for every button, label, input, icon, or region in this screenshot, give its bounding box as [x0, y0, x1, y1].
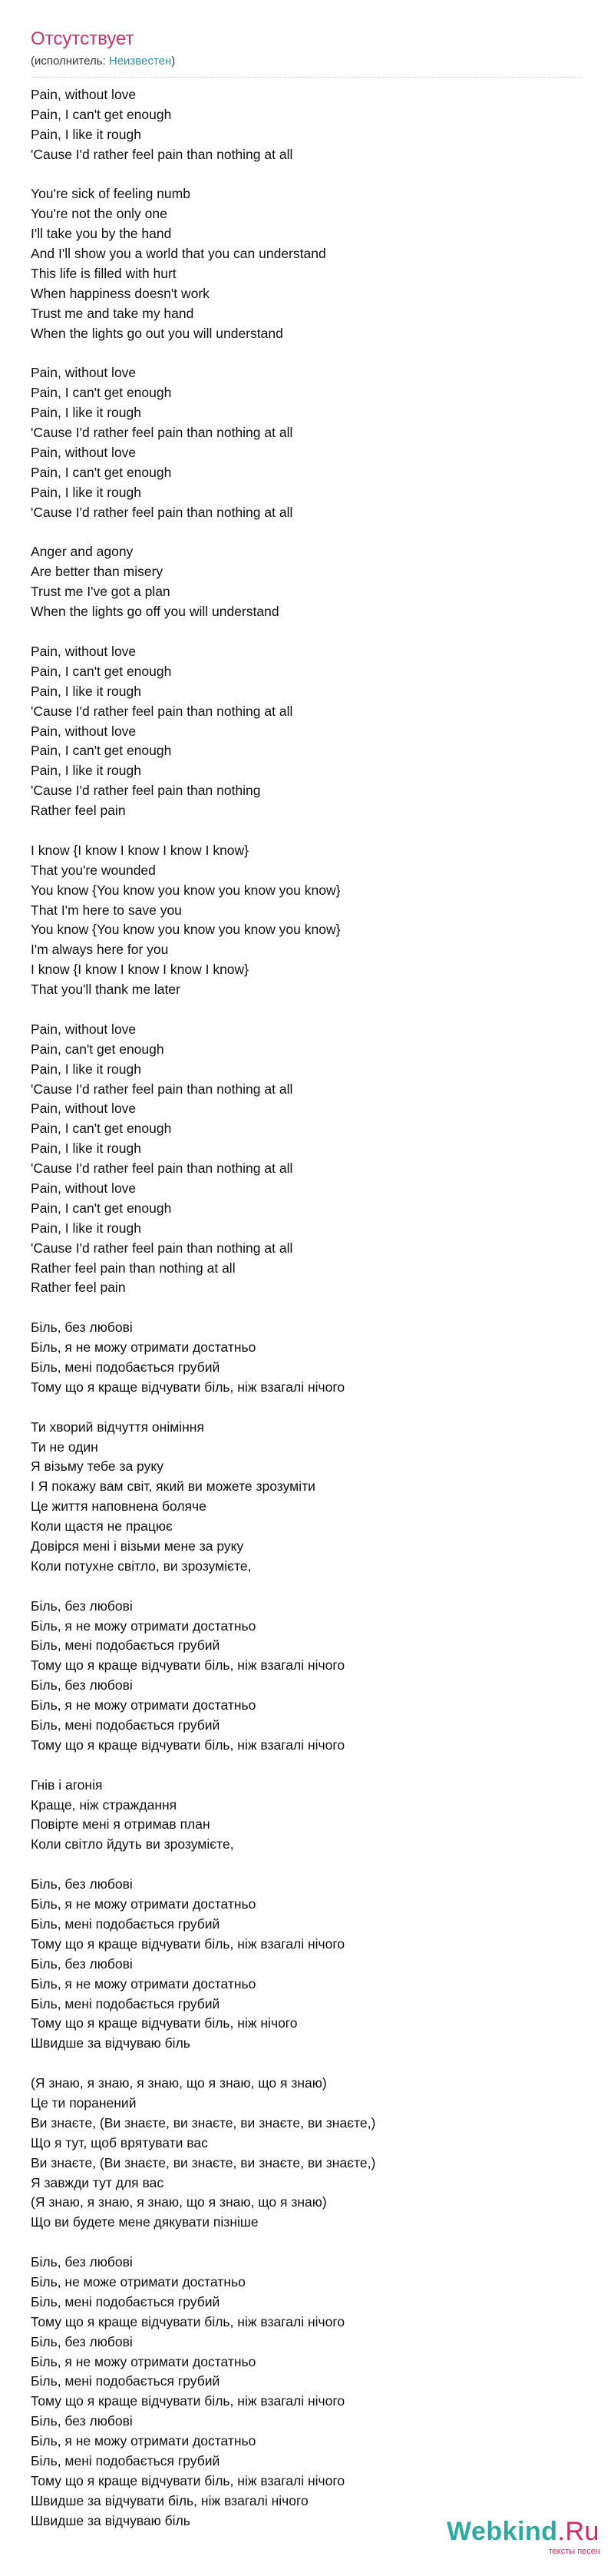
lyric-line: Trust me I've got a plan: [31, 584, 170, 600]
lyric-line: Біль, я не можу отримати достатньо: [31, 1339, 256, 1356]
lyric-line: That I'm here to save you: [31, 902, 182, 918]
lyric-line: Біль, я не можу отримати достатньо: [31, 1697, 256, 1713]
lyric-line: You know {You know you know you know you know}: [31, 882, 341, 898]
lyric-line: Біль, без любові: [31, 1598, 133, 1614]
lyric-line: I know {I know I know I know I know}: [31, 842, 249, 858]
stanza-gap: [31, 2054, 583, 2074]
lyric-line: (Я знаю, я знаю, я знаю, що я знаю, що я знаю): [31, 2075, 327, 2091]
lyric-line: Повірте мені я отримав план: [31, 1816, 210, 1833]
lyric-line: And I'll show you a world that you can understand: [31, 246, 326, 262]
lyric-line: Pain, I can't get enough: [31, 1121, 172, 1137]
lyric-line: Ти хворий відчуття оніміння: [31, 1419, 204, 1435]
lyric-line: Тому що я краще відчувати біль, ніж взагалі нічого: [31, 2472, 345, 2488]
lyric-line: Pain, I can't get enough: [31, 663, 172, 679]
stanza-gap: [31, 1298, 583, 1318]
logo-brand: Webkind: [447, 2517, 558, 2546]
lyric-line: Ти не один: [31, 1439, 98, 1455]
lyric-line: Pain, I can't get enough: [31, 106, 172, 122]
lyric-line: Швидше за відчувати біль, ніж взагалі нічого: [31, 2492, 309, 2508]
stanza-gap: [31, 165, 583, 185]
lyrics-text: [31, 85, 583, 2531]
lyric-line: Біль, мені подобається грубий: [31, 2373, 220, 2389]
lyric-line: Біль, я не можу отримати достатньо: [31, 1975, 256, 1992]
lyric-line: Ви знаєте, (Ви знаєте, ви знаєте, ви знаєте, ви знаєте,): [31, 2154, 376, 2170]
lyric-line: Гнів і агонія: [31, 1776, 103, 1793]
lyric-line: Rather feel pain than nothing at all: [31, 1260, 236, 1276]
lyric-line: Pain, without love: [31, 1021, 137, 1037]
lyric-line: Коли потухне світло, ви зрозумієте,: [31, 1558, 252, 1574]
lyric-line: Are better than misery: [31, 564, 163, 580]
lyric-line: Біль, без любові: [31, 1677, 133, 1694]
lyric-line: I'm always here for you: [31, 942, 169, 958]
lyric-line: Pain, I can't get enough: [31, 464, 172, 480]
lyric-line: Біль, я не можу отримати достатньо: [31, 1617, 256, 1634]
stanza-gap: [31, 1577, 583, 1597]
lyric-line: Pain, without love: [31, 723, 137, 739]
lyric-line: Тому що я краще відчувати біль, ніж нічого: [31, 2015, 298, 2031]
lyric-line: I'll take you by the hand: [31, 226, 172, 242]
lyric-line: Тому що я краще відчувати біль, ніж взагалі нічого: [31, 1737, 345, 1753]
lyric-line: Rather feel pain: [31, 1280, 126, 1296]
lyric-line: Тому що я краще відчувати біль, ніж взагалі нічого: [31, 1935, 345, 1952]
lyric-line: Це життя наповнена боляче: [31, 1498, 206, 1515]
lyric-line: Pain, without love: [31, 365, 137, 381]
lyric-line: Біль, мені подобається грубий: [31, 1637, 220, 1654]
lyric-line: Біль, без любові: [31, 2413, 133, 2429]
lyric-line: Біль, без любові: [31, 2333, 133, 2349]
lyric-line: (Я знаю, я знаю, я знаю, що я знаю, що я знаю): [31, 2194, 327, 2210]
lyric-line: You're not the only one: [31, 206, 167, 222]
lyric-line: 'Cause I'd rather feel pain than nothing at all: [31, 1240, 293, 1256]
lyric-line: 'Cause I'd rather feel pain than nothing at all: [31, 1161, 293, 1177]
lyric-line: Біль, мені подобається грубий: [31, 1915, 220, 1932]
lyric-line: Тому що я краще відчувати біль, ніж взагалі нічого: [31, 1379, 345, 1395]
logo-wordmark: [447, 2516, 608, 2547]
lyric-line: Pain, without love: [31, 87, 137, 102]
stanza-gap: [31, 622, 583, 642]
stanza-gap: [31, 344, 583, 364]
artist-info: [31, 54, 583, 78]
lyric-line: Pain, I like it rough: [31, 1061, 141, 1077]
stanza-gap: [31, 2233, 583, 2253]
lyric-line: When the lights go off you will understand: [31, 604, 279, 620]
lyric-line: Pain, without love: [31, 445, 137, 461]
lyric-line: Біль, я не можу отримати достатньо: [31, 1896, 256, 1912]
logo-tagline: тексты песен: [548, 2547, 600, 2556]
lyric-line: Ви знаєте, (Ви знаєте, ви знаєте, ви знаєте, ви знаєте,): [31, 2114, 376, 2131]
lyric-line: Trust me and take my hand: [31, 305, 194, 321]
lyric-line: You're sick of feeling numb: [31, 186, 190, 202]
lyric-line: Біль, без любові: [31, 2254, 133, 2270]
lyric-line: Pain, I like it rough: [31, 763, 141, 779]
lyric-line: 'Cause I'd rather feel pain than nothing: [31, 783, 261, 799]
stanza-gap: [31, 523, 583, 543]
stanza-gap: [31, 1398, 583, 1418]
lyric-line: Тому що я краще відчувати біль, ніж взагалі нічого: [31, 1657, 345, 1674]
lyric-line: 'Cause I'd rather feel pain than nothing at all: [31, 504, 293, 520]
lyric-line: Pain, I like it rough: [31, 683, 141, 699]
lyric-line: Біль, я не можу отримати достатньо: [31, 2433, 256, 2449]
lyric-line: I know {I know I know I know I know}: [31, 962, 249, 978]
lyric-line: Тому що я краще відчувати біль, ніж взагалі нічого: [31, 2313, 345, 2329]
lyric-line: Біль, без любові: [31, 1955, 133, 1972]
lyric-line: That you're wounded: [31, 862, 156, 878]
lyric-line: Коли щастя не працює: [31, 1518, 173, 1535]
stanza-gap: [31, 821, 583, 841]
lyric-line: Pain, I like it rough: [31, 405, 141, 421]
lyric-line: Швидше за відчуваю біль: [31, 2512, 190, 2528]
site-logo[interactable]: [447, 2516, 608, 2565]
lyric-line: That you'll thank me later: [31, 982, 180, 998]
lyric-line: Краще, ніж страждання: [31, 1796, 177, 1813]
lyrics-page: [31, 28, 583, 2531]
lyric-line: Pain, I can't get enough: [31, 743, 172, 759]
lyric-line: 'Cause I'd rather feel pain than nothing at all: [31, 146, 293, 162]
lyric-line: Pain, I like it rough: [31, 1220, 141, 1236]
lyric-line: Біль, мені подобається грубий: [31, 2293, 220, 2309]
lyric-line: Я візьму тебе за руку: [31, 1459, 163, 1475]
song-title: Отсутствует: [31, 28, 134, 49]
lyric-line: When the lights go out you will understand: [31, 325, 283, 341]
lyric-line: Біль, мені подобається грубий: [31, 1995, 220, 2011]
lyric-line: When happiness doesn't work: [31, 285, 210, 301]
artist-prefix: (исполнитель:: [31, 55, 109, 68]
lyric-line: Pain, I can't get enough: [31, 1200, 172, 1216]
lyric-line: Я завжди тут для вас: [31, 2174, 164, 2190]
lyric-line: Коли світло йдуть ви зрозумієте,: [31, 1836, 234, 1853]
stanza-gap: [31, 1855, 583, 1875]
lyric-line: Pain, without love: [31, 1180, 137, 1196]
lyric-line: Біль, мені подобається грубий: [31, 1359, 220, 1375]
lyric-line: Pain, I like it rough: [31, 126, 141, 142]
lyric-line: 'Cause I'd rather feel pain than nothing at all: [31, 1081, 293, 1097]
artist-suffix: ): [171, 55, 176, 68]
lyric-line: Pain, I like it rough: [31, 1141, 141, 1157]
lyric-line: Біль, мені подобається грубий: [31, 1717, 220, 1733]
stanza-gap: [31, 1000, 583, 1020]
stanza-gap: [31, 1756, 583, 1776]
lyric-line: Біль, без любові: [31, 1876, 133, 1892]
lyric-line: Довірся мені і візьми мене за руку: [31, 1538, 244, 1555]
lyric-line: You know {You know you know you know you know}: [31, 922, 341, 938]
lyric-line: Тому що я краще відчувати біль, ніж взагалі нічого: [31, 2393, 345, 2409]
lyric-line: Anger and agony: [31, 544, 134, 560]
lyric-line: Біль, без любові: [31, 1319, 133, 1336]
lyric-line: Pain, without love: [31, 1101, 137, 1117]
lyric-line: І Я покажу вам світ, який ви можете зрозуміти: [31, 1478, 315, 1495]
lyric-line: Pain, I like it rough: [31, 484, 141, 500]
lyric-line: Pain, without love: [31, 643, 137, 659]
logo-tld: .Ru: [557, 2517, 599, 2546]
lyric-line: Біль, мені подобається грубий: [31, 2452, 220, 2468]
lyric-line: Pain, I can't get enough: [31, 385, 172, 401]
lyric-line: This life is filled with hurt: [31, 266, 177, 282]
lyric-line: Що ви будете мене дякувати пізніше: [31, 2214, 259, 2230]
lyric-line: Що я тут, щоб врятувати вас: [31, 2134, 208, 2151]
lyric-line: Біль, не може отримати достатньо: [31, 2273, 246, 2290]
lyric-line: Біль, я не можу отримати достатньо: [31, 2353, 256, 2369]
lyric-line: 'Cause I'd rather feel pain than nothing at all: [31, 703, 293, 719]
lyric-line: Швидше за відчуваю біль: [31, 2035, 190, 2051]
lyric-line: 'Cause I'd rather feel pain than nothing at all: [31, 425, 293, 441]
lyric-line: Pain, can't get enough: [31, 1041, 164, 1057]
lyric-line: Це ти поранений: [31, 2094, 137, 2111]
artist-link[interactable]: Неизвестен: [108, 55, 172, 68]
lyric-line: Rather feel pain: [31, 803, 126, 819]
